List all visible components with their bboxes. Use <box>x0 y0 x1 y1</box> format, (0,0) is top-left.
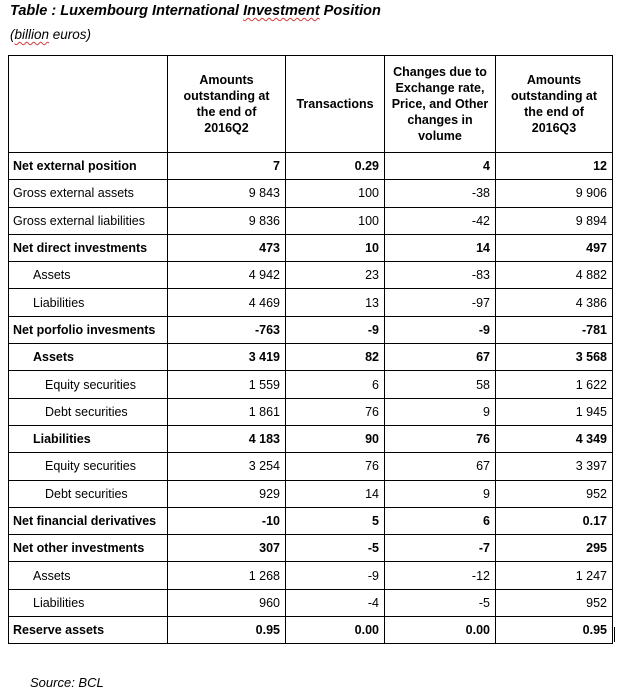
table-row <box>9 316 613 343</box>
value-cell: 4 183 <box>168 425 286 452</box>
value-cell: 1 945 <box>496 398 613 425</box>
row-label: Net porfolio invesments <box>9 316 168 343</box>
value-cell: 5 <box>286 507 385 534</box>
value-cell: -7 <box>385 535 496 562</box>
header-cell-2016q3: Amounts outstanding at the end of 2016Q3 <box>496 56 613 153</box>
row-label: Assets <box>9 562 168 589</box>
value-cell: 9 894 <box>496 207 613 234</box>
table-row <box>9 289 613 316</box>
value-cell: 9 906 <box>496 180 613 207</box>
table-row <box>9 589 613 616</box>
value-cell: 9 <box>385 398 496 425</box>
row-label: Liabilities <box>9 425 168 452</box>
value-cell: 3 254 <box>168 453 286 480</box>
value-cell: 76 <box>286 398 385 425</box>
value-cell: -9 <box>385 316 496 343</box>
value-cell: 0.95 <box>496 617 613 644</box>
value-cell: -4 <box>286 589 385 616</box>
value-cell: 9 836 <box>168 207 286 234</box>
value-cell: -763 <box>168 316 286 343</box>
value-cell: 1 559 <box>168 371 286 398</box>
table-row <box>9 398 613 425</box>
subtitle-word: billion <box>14 27 50 42</box>
value-cell: 6 <box>286 371 385 398</box>
row-label: Liabilities <box>9 589 168 616</box>
table-row <box>9 180 613 207</box>
value-cell: 3 568 <box>496 344 613 371</box>
header-cell-label <box>9 56 168 153</box>
table-row <box>9 234 613 261</box>
header-cell-changes: Changes due to Exchange rate, Price, and Other changes in volume <box>385 56 496 153</box>
value-cell: 3 397 <box>496 453 613 480</box>
table-row <box>9 562 613 589</box>
value-cell: 0.29 <box>286 153 385 180</box>
value-cell: 0.00 <box>286 617 385 644</box>
value-cell: 4 386 <box>496 289 613 316</box>
value-cell: -38 <box>385 180 496 207</box>
table-row <box>9 507 613 534</box>
table-body <box>9 153 613 644</box>
title-word-misspelled: Investment <box>243 3 320 19</box>
value-cell: 82 <box>286 344 385 371</box>
table-title <box>10 3 381 19</box>
row-label: Equity securities <box>9 371 168 398</box>
row-label: Equity securities <box>9 453 168 480</box>
row-label: Net other investments <box>9 535 168 562</box>
table-row <box>9 207 613 234</box>
table-row <box>9 371 613 398</box>
table-row <box>9 153 613 180</box>
value-cell: 1 861 <box>168 398 286 425</box>
row-label: Liabilities <box>9 289 168 316</box>
value-cell: 4 882 <box>496 262 613 289</box>
table-row <box>9 344 613 371</box>
row-label: Debt securities <box>9 398 168 425</box>
header-cell-2016q2: Amounts outstanding at the end of 2016Q2 <box>168 56 286 153</box>
title-suffix: Position <box>319 3 381 19</box>
value-cell: 1 268 <box>168 562 286 589</box>
value-cell: 10 <box>286 234 385 261</box>
value-cell: 1 247 <box>496 562 613 589</box>
value-cell: 90 <box>286 425 385 452</box>
value-cell: 952 <box>496 589 613 616</box>
value-cell: 295 <box>496 535 613 562</box>
header-cell-transactions: Transactions <box>286 56 385 153</box>
value-cell: 1 622 <box>496 371 613 398</box>
row-label: Debt securities <box>9 480 168 507</box>
row-label: Reserve assets <box>9 617 168 644</box>
value-cell: 307 <box>168 535 286 562</box>
row-label: Assets <box>9 344 168 371</box>
value-cell: 100 <box>286 180 385 207</box>
header-row <box>9 56 613 153</box>
row-label: Gross external assets <box>9 180 168 207</box>
row-label: Net external position <box>9 153 168 180</box>
subtitle-rest: euros) <box>49 27 92 42</box>
row-label: Net financial derivatives <box>9 507 168 534</box>
table-row <box>9 535 613 562</box>
value-cell: 497 <box>496 234 613 261</box>
source-note: Source: BCL <box>30 675 104 690</box>
value-cell: -5 <box>286 535 385 562</box>
value-cell: 952 <box>496 480 613 507</box>
value-cell: 0.95 <box>168 617 286 644</box>
value-cell: 76 <box>286 453 385 480</box>
table-row <box>9 480 613 507</box>
table-row <box>9 262 613 289</box>
value-cell: 76 <box>385 425 496 452</box>
value-cell: -83 <box>385 262 496 289</box>
value-cell: 4 469 <box>168 289 286 316</box>
value-cell: 0.17 <box>496 507 613 534</box>
value-cell: -5 <box>385 589 496 616</box>
value-cell: 58 <box>385 371 496 398</box>
unit-subtitle <box>10 27 91 42</box>
value-cell: 4 942 <box>168 262 286 289</box>
value-cell: 23 <box>286 262 385 289</box>
value-cell: 100 <box>286 207 385 234</box>
value-cell: -10 <box>168 507 286 534</box>
table-row <box>9 425 613 452</box>
value-cell: 6 <box>385 507 496 534</box>
value-cell: 929 <box>168 480 286 507</box>
value-cell: 67 <box>385 344 496 371</box>
row-label: Assets <box>9 262 168 289</box>
value-cell: -781 <box>496 316 613 343</box>
value-cell: 7 <box>168 153 286 180</box>
value-cell: 14 <box>385 234 496 261</box>
value-cell: 4 349 <box>496 425 613 452</box>
table-row <box>9 453 613 480</box>
value-cell: 473 <box>168 234 286 261</box>
table-row <box>9 617 613 644</box>
row-label: Net direct investments <box>9 234 168 261</box>
text-cursor <box>614 627 615 642</box>
value-cell: -97 <box>385 289 496 316</box>
value-cell: 13 <box>286 289 385 316</box>
value-cell: 0.00 <box>385 617 496 644</box>
subtitle-open: ( <box>10 27 15 42</box>
value-cell: -12 <box>385 562 496 589</box>
value-cell: 9 <box>385 480 496 507</box>
value-cell: -9 <box>286 316 385 343</box>
row-label: Gross external liabilities <box>9 207 168 234</box>
value-cell: 9 843 <box>168 180 286 207</box>
value-cell: -9 <box>286 562 385 589</box>
value-cell: 67 <box>385 453 496 480</box>
value-cell: 12 <box>496 153 613 180</box>
value-cell: 3 419 <box>168 344 286 371</box>
investment-position-table <box>8 55 613 644</box>
value-cell: 960 <box>168 589 286 616</box>
value-cell: -42 <box>385 207 496 234</box>
title-prefix: Table : Luxembourg International <box>10 3 244 19</box>
value-cell: 4 <box>385 153 496 180</box>
value-cell: 14 <box>286 480 385 507</box>
